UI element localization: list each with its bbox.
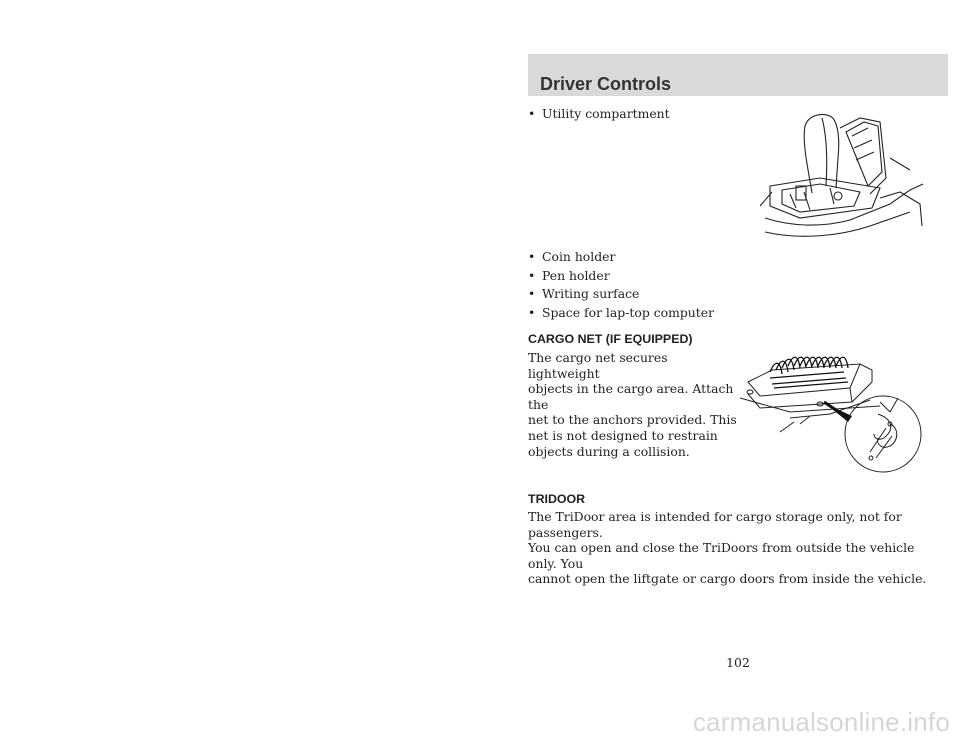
list-item-feature	[528, 286, 639, 302]
list-item-utility	[528, 106, 670, 122]
cargo-net-paragraph	[528, 350, 738, 459]
paragraph-line: objects during a collision.	[528, 443, 690, 459]
bullet-icon: •	[528, 305, 536, 320]
paragraph-line: net is not designed to restrain	[528, 427, 718, 443]
list-item-label: Space for lap-top computer	[542, 305, 714, 320]
utility-compartment-illustration	[760, 108, 925, 243]
paragraph-line: net to the anchors provided. This	[528, 412, 737, 428]
section-header-bar	[528, 54, 948, 96]
section-title: Driver Controls	[540, 74, 672, 94]
list-item-label: Utility compartment	[542, 106, 670, 121]
list-item-feature	[528, 249, 615, 265]
page-number: 102	[726, 655, 750, 670]
tridoor-heading: TRIDOOR	[528, 492, 586, 506]
cargo-net-illustration	[740, 352, 926, 474]
list-item-feature	[528, 305, 714, 321]
list-item-feature	[528, 268, 610, 284]
bullet-icon: •	[528, 106, 536, 121]
paragraph-line: The cargo net secures lightweight	[528, 350, 668, 381]
paragraph-line: objects in the cargo area. Attach the	[528, 381, 734, 412]
bullet-icon: •	[528, 286, 536, 301]
list-item-label: Coin holder	[542, 249, 616, 264]
watermark: carmanualsonline.info	[692, 707, 950, 737]
cargo-net-heading: CARGO NET (IF EQUIPPED)	[528, 332, 693, 346]
tridoor-paragraph	[528, 509, 928, 587]
paragraph-line: cannot open the liftgate or cargo doors from inside the vehicle.	[528, 571, 927, 587]
paragraph-line: The TriDoor area is intended for cargo storage only, not for passengers.	[528, 509, 902, 540]
list-item-label: Pen holder	[542, 268, 610, 283]
list-item-label: Writing surface	[542, 286, 640, 301]
paragraph-line: You can open and close the TriDoors from outside the vehicle only. You	[528, 540, 915, 571]
bullet-icon: •	[528, 249, 536, 264]
bullet-icon: •	[528, 268, 536, 283]
